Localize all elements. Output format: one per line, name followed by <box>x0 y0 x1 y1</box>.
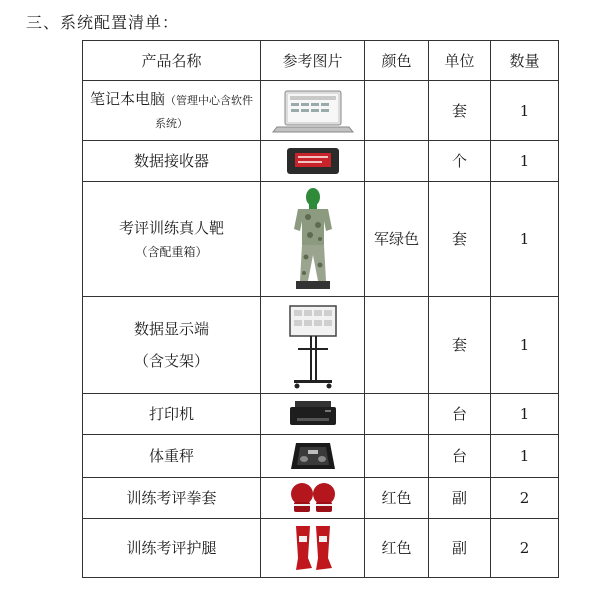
product-name-cell <box>83 297 261 394</box>
product-note: （含配重箱） <box>135 244 208 259</box>
receiver-image <box>261 145 364 177</box>
printer-image <box>261 398 364 430</box>
color-cell <box>365 394 429 435</box>
unit-cell: 套 <box>429 81 491 141</box>
unit-cell: 个 <box>429 141 491 182</box>
quantity-cell: 1 <box>491 81 559 141</box>
scale-image <box>261 439 364 473</box>
system-config-table <box>82 40 559 578</box>
product-name: 训练考评拳套 <box>83 478 261 519</box>
color-cell <box>365 297 429 394</box>
product-note: （管理中心含软件系统） <box>155 94 253 130</box>
color-cell <box>365 141 429 182</box>
table-row <box>83 519 559 578</box>
dummy-target-image <box>261 185 364 293</box>
gloves-image <box>261 480 364 516</box>
quantity-cell: 1 <box>491 297 559 394</box>
unit-cell: 副 <box>429 478 491 519</box>
unit-cell: 台 <box>429 394 491 435</box>
product-name: 数据显示端 <box>133 320 209 338</box>
header-unit: 单位 <box>429 41 491 81</box>
color-cell <box>365 435 429 478</box>
quantity-cell: 1 <box>491 394 559 435</box>
quantity-cell: 1 <box>491 141 559 182</box>
quantity-cell: 1 <box>491 182 559 297</box>
color-cell: 红色 <box>365 478 429 519</box>
color-cell: 红色 <box>365 519 429 578</box>
product-name: 打印机 <box>83 394 261 435</box>
header-product-name: 产品名称 <box>83 41 261 81</box>
unit-cell: 套 <box>429 182 491 297</box>
product-name: 笔记本电脑 <box>89 90 165 108</box>
quantity-cell: 2 <box>491 478 559 519</box>
product-note: （含支架） <box>133 352 209 370</box>
table-row <box>83 394 559 435</box>
table-row <box>83 297 559 394</box>
color-cell: 军绿色 <box>365 182 429 297</box>
product-name: 体重秤 <box>83 435 261 478</box>
product-name-cell <box>83 182 261 297</box>
section-heading: 三、系统配置清单： <box>26 13 180 32</box>
laptop-image <box>261 87 364 135</box>
unit-cell: 副 <box>429 519 491 578</box>
table-header-row <box>83 41 559 81</box>
unit-cell: 台 <box>429 435 491 478</box>
quantity-cell: 2 <box>491 519 559 578</box>
shin-guards-image <box>261 522 364 574</box>
header-reference-image: 参考图片 <box>261 41 365 81</box>
product-name-cell <box>83 81 261 141</box>
quantity-cell: 1 <box>491 435 559 478</box>
table-row <box>83 141 559 182</box>
table-row <box>83 81 559 141</box>
color-cell <box>365 81 429 141</box>
table-row <box>83 182 559 297</box>
display-stand-image <box>261 300 364 390</box>
product-name: 考评训练真人靶 <box>118 218 224 237</box>
header-color: 颜色 <box>365 41 429 81</box>
unit-cell: 套 <box>429 297 491 394</box>
header-quantity: 数量 <box>491 41 559 81</box>
product-name: 数据接收器 <box>83 141 261 182</box>
table-row <box>83 435 559 478</box>
table-row <box>83 478 559 519</box>
product-name: 训练考评护腿 <box>83 519 261 578</box>
